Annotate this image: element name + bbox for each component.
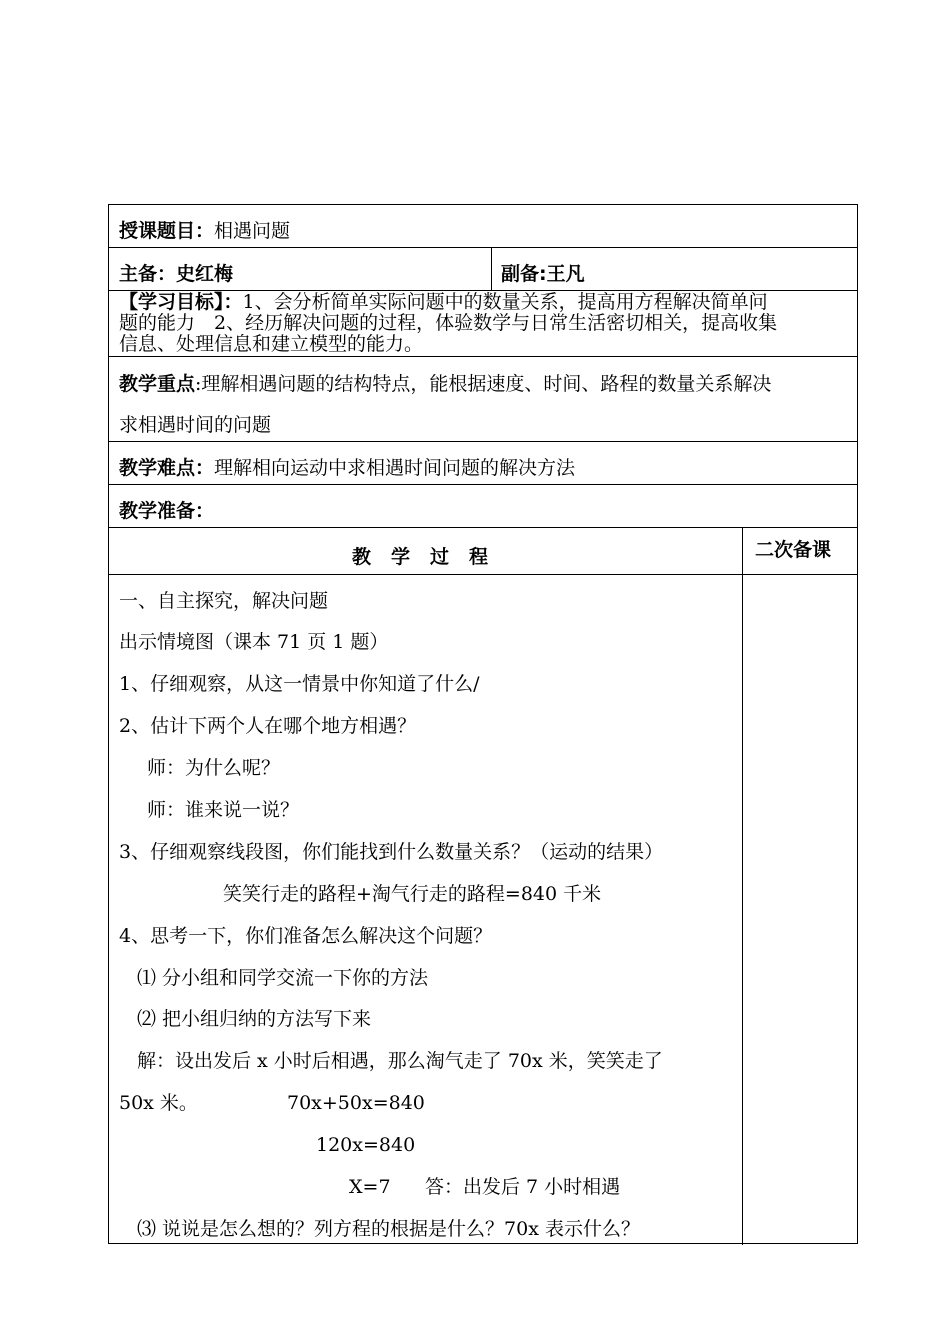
difficulty-row	[119, 456, 575, 480]
process-line: 笑笑行走的路程+淘气行走的路程=840 千米	[223, 883, 602, 905]
main-prep-label: 主备：	[119, 263, 177, 285]
difficulty-value: 理解相向运动中求相遇时间问题的解决方法	[214, 457, 576, 479]
objectives-text-1: 1、会分析简单实际问题中的数量关系，提高用方程解决简单问	[242, 291, 768, 313]
process-line: 一、自主探究，解决问题	[119, 590, 329, 612]
process-line: 2、估计下两个人在哪个地方相遇？	[119, 715, 417, 737]
process-line: 解：设出发后 x 小时后相遇，那么淘气走了 70x 米，笑笑走了	[137, 1050, 663, 1072]
process-line: 4、思考一下，你们准备怎么解决这个问题？	[119, 925, 493, 947]
equation-line: X=7	[349, 1176, 391, 1198]
topic-row	[119, 219, 290, 243]
row-divider	[109, 356, 857, 357]
assistant-preparer	[501, 262, 585, 286]
row-divider	[109, 441, 857, 442]
process-line: ⑵ 把小组归纳的方法写下来	[137, 1008, 372, 1030]
key-points-label: 教学重点	[119, 373, 196, 395]
equation-line: 70x+50x=840	[287, 1092, 425, 1114]
key-points-line-1	[119, 372, 771, 396]
key-points-text-1: :理解相遇问题的结构特点，能根据速度、时间、路程的数量关系解决	[195, 373, 772, 395]
row-divider	[109, 527, 857, 528]
row-divider	[109, 574, 857, 575]
row-divider	[109, 484, 857, 485]
main-prep-value: 史红梅	[176, 263, 234, 285]
process-header: 教学过程	[352, 546, 509, 568]
process-line: 师：为什么呢？	[147, 757, 281, 779]
answer-line: 答：出发后 7 小时相遇	[425, 1176, 621, 1198]
objectives-line-2: 题的能力 2、经历解决问题的过程，体验数学与日常生活密切相关，提高收集	[119, 312, 778, 334]
assistant-prep-value: 王凡	[546, 263, 585, 285]
process-line: 50x 米。	[119, 1092, 198, 1114]
equation-line: 120x=840	[316, 1134, 416, 1156]
objectives-line-1	[119, 292, 768, 313]
row-divider	[109, 247, 857, 248]
process-line: 1、仔细观察，从这一情景中你知道了什么/	[119, 673, 480, 695]
topic-value: 相遇问题	[214, 220, 291, 242]
main-preparer	[119, 262, 233, 286]
process-line: 3、仔细观察线段图，你们能找到什么数量关系？（运动的结果）	[119, 841, 664, 863]
preparation-label: 教学准备：	[119, 500, 215, 522]
difficulty-label: 教学难点：	[119, 457, 215, 479]
process-line: 出示情境图（课本 71 页 1 题）	[119, 631, 389, 653]
process-line: ⑴ 分小组和同学交流一下你的方法	[137, 967, 429, 989]
objectives-label: 【学习目标】：	[119, 291, 243, 313]
lesson-plan-table	[108, 204, 858, 1244]
process-line: ⑶ 说说是怎么想的？列方程的根据是什么？70x 表示什么？	[137, 1218, 640, 1240]
column-divider	[742, 527, 743, 1245]
process-line: 师：谁来说一说？	[147, 799, 300, 821]
topic-label: 授课题目：	[119, 220, 215, 242]
second-prep-header: 二次备课	[755, 539, 832, 561]
key-points-line-2: 求相遇时间的问题	[119, 414, 272, 436]
column-divider	[491, 247, 492, 290]
assistant-prep-label: 副备:	[501, 263, 547, 285]
objectives-line-3: 信息、处理信息和建立模型的能力。	[119, 333, 424, 355]
